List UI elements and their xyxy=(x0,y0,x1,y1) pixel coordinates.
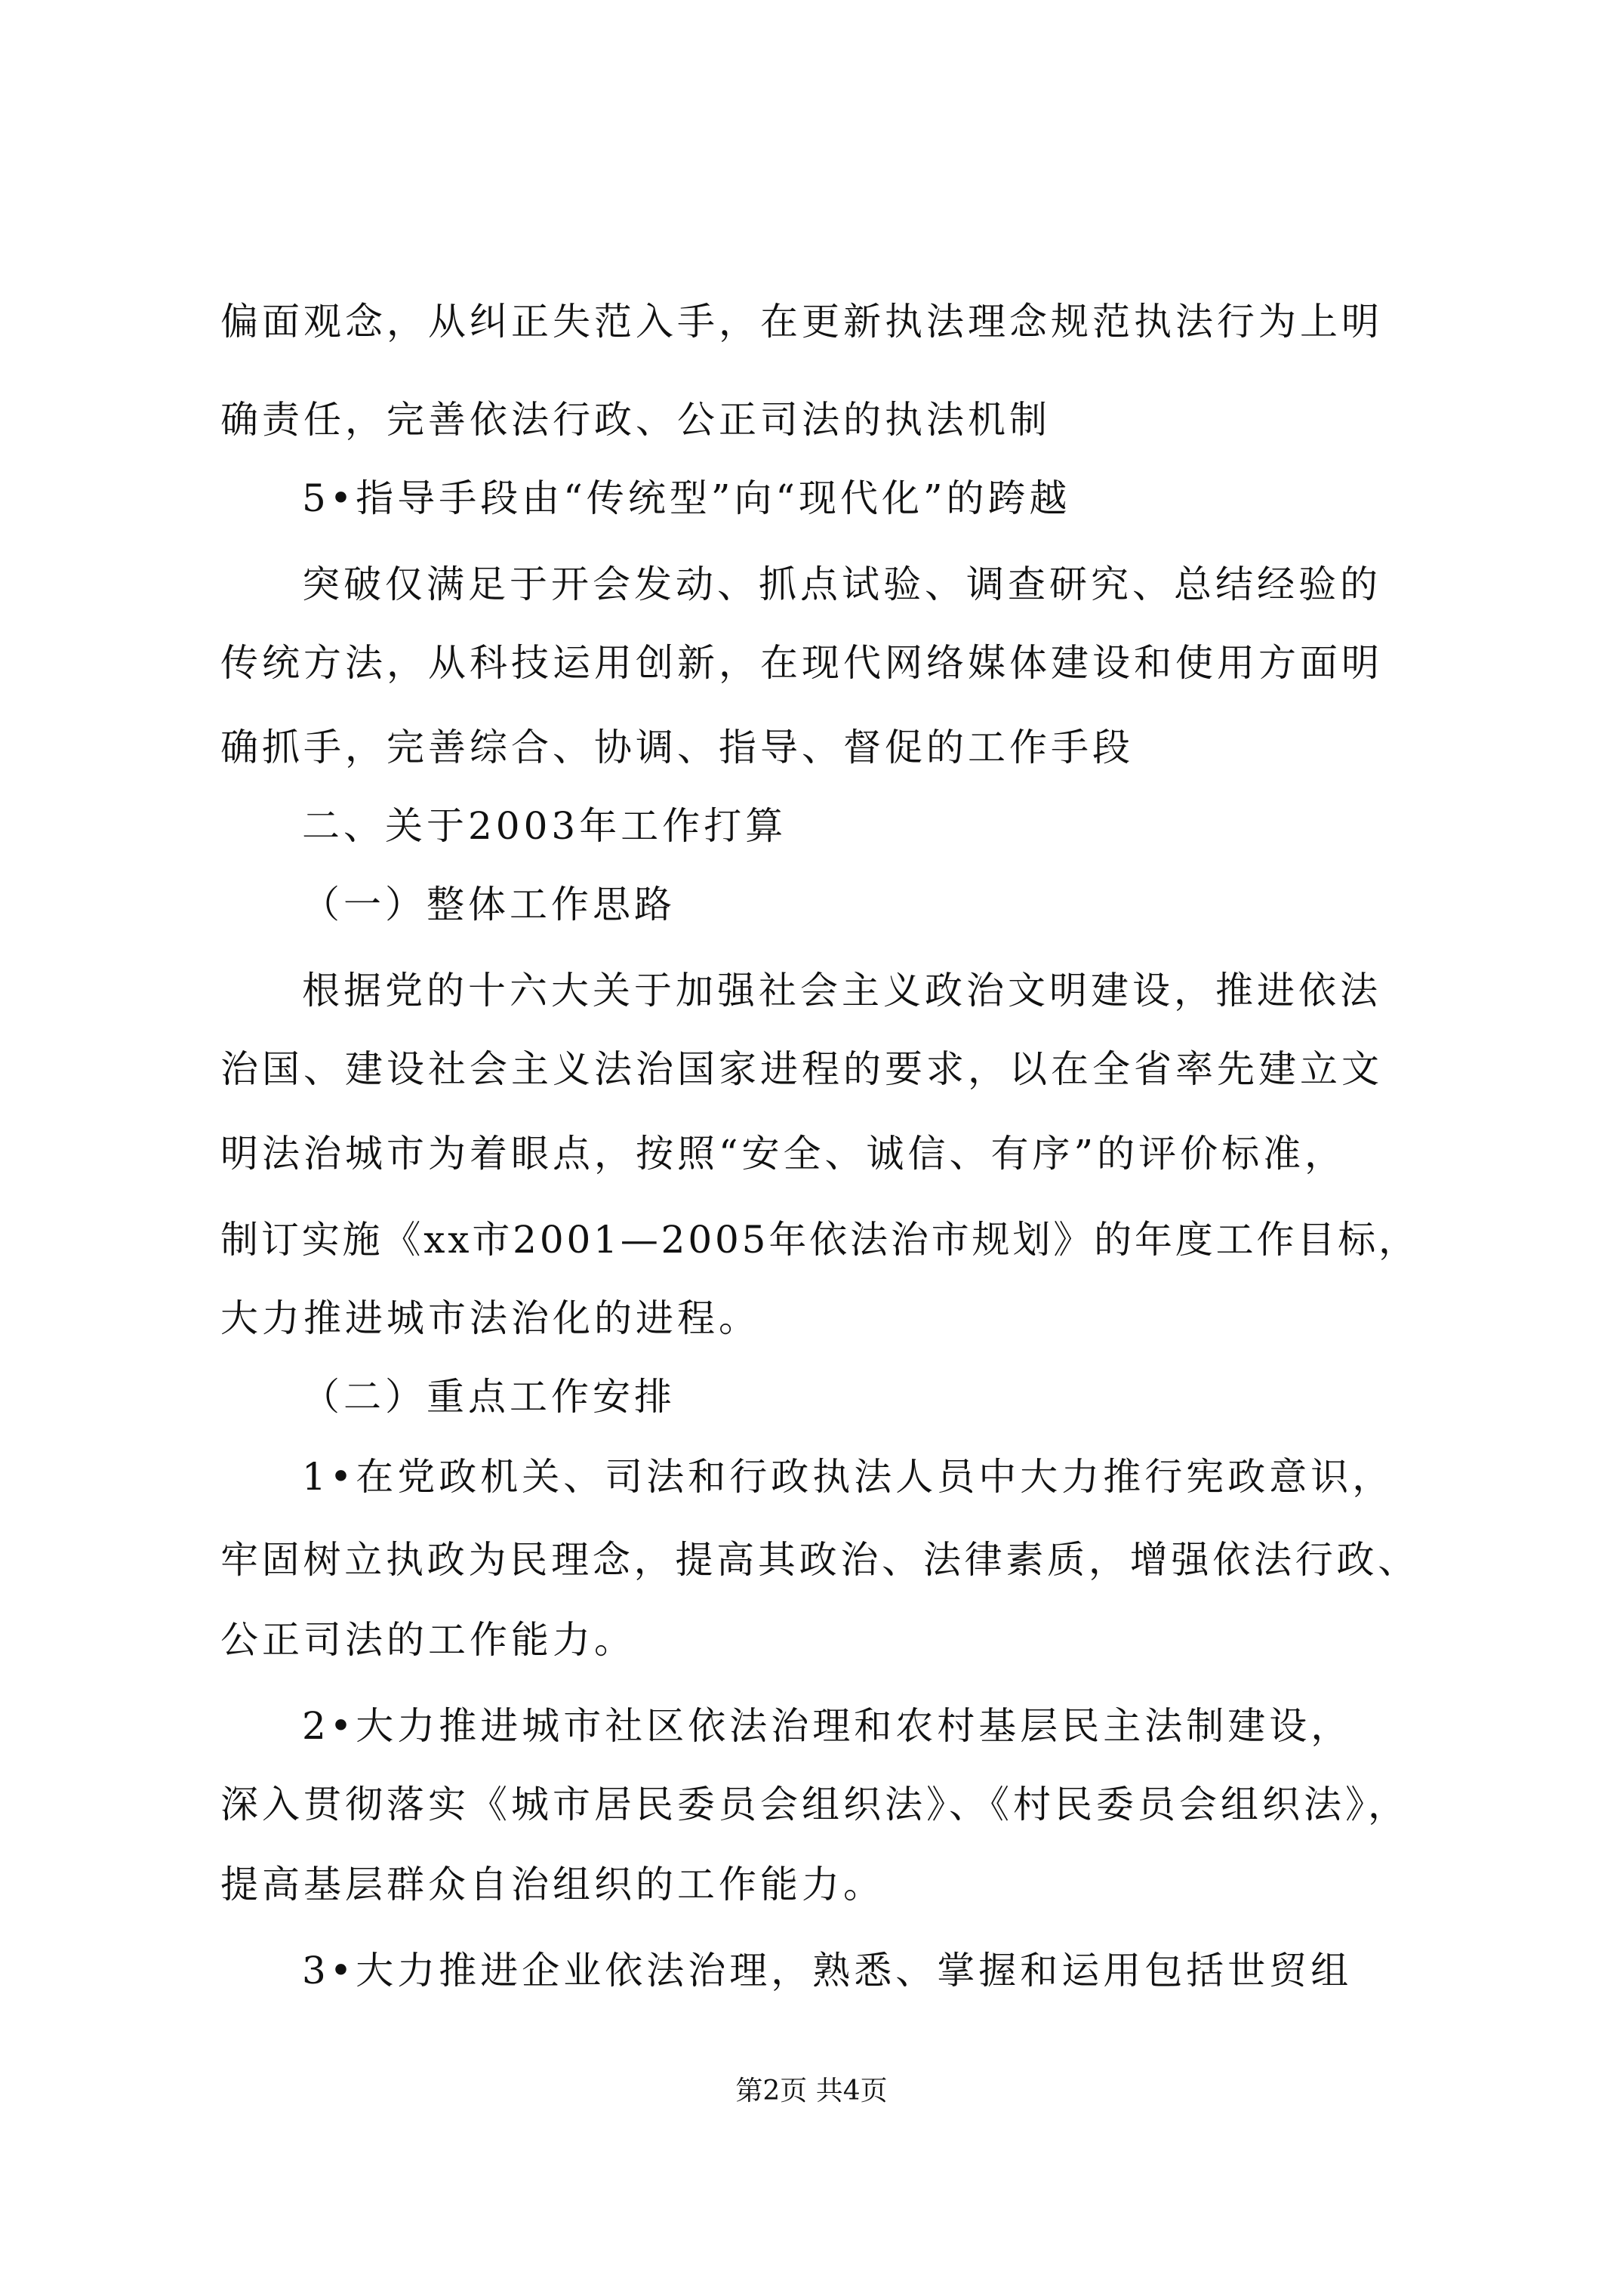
body-line: 突破仅满足于开会发动、抓点试验、调查研究、总结经验的 xyxy=(302,562,1381,606)
body-line: 深入贯彻落实《城市居民委员会组织法》、《村民委员会组织法》， xyxy=(220,1783,1409,1826)
body-line: 1•在党政机关、司法和行政执法人员中大力推行宪政意识， xyxy=(302,1455,1394,1499)
body-line: 治国、建设社会主义法治国家进程的要求，以在全省率先建立文 xyxy=(220,1047,1383,1091)
page-footer xyxy=(0,2075,1623,2108)
subsection-heading: （二）重点工作安排 xyxy=(302,1375,676,1419)
body-line: 3•大力推进企业依法治理，熟悉、掌握和运用包括世贸组 xyxy=(302,1949,1353,1992)
body-line: 公正司法的工作能力。 xyxy=(220,1618,636,1662)
subsection-heading: （一）整体工作思路 xyxy=(302,883,676,926)
section-heading: 5•指导手段由“传统型”向“现代化”的跨越 xyxy=(302,476,1071,520)
body-line: 根据党的十六大关于加强社会主义政治文明建设，推进依法 xyxy=(302,969,1381,1012)
body-line: 大力推进城市法治化的进程。 xyxy=(220,1296,760,1340)
body-line: 传统方法，从科技运用创新，在现代网络媒体建设和使用方面明 xyxy=(220,641,1383,685)
body-line: 明法治城市为着眼点，按照“安全、诚信、有序”的评价标准， xyxy=(220,1132,1347,1176)
body-line: 偏面观念，从纠正失范入手，在更新执法理念规范执法行为上明 xyxy=(220,300,1383,344)
section-heading: 二、关于2003年工作打算 xyxy=(302,804,787,848)
body-line: 2•大力推进城市社区依法治理和农村基层民主法制建设， xyxy=(302,1704,1353,1748)
body-line: 牢固树立执政为民理念，提高其政治、法律素质，增强依法行政、 xyxy=(220,1538,1419,1582)
page-number: 第2页 共4页 xyxy=(735,2076,888,2106)
body-line: 提高基层群众自治组织的工作能力。 xyxy=(220,1863,885,1906)
body-line: 确责任，完善依法行政、公正司法的执法机制 xyxy=(220,398,1051,442)
body-line: 制订实施《xx市2001—2005年依法治市规划》的年度工作目标， xyxy=(220,1218,1419,1262)
body-line: 确抓手，完善综合、协调、指导、督促的工作手段 xyxy=(220,726,1134,769)
